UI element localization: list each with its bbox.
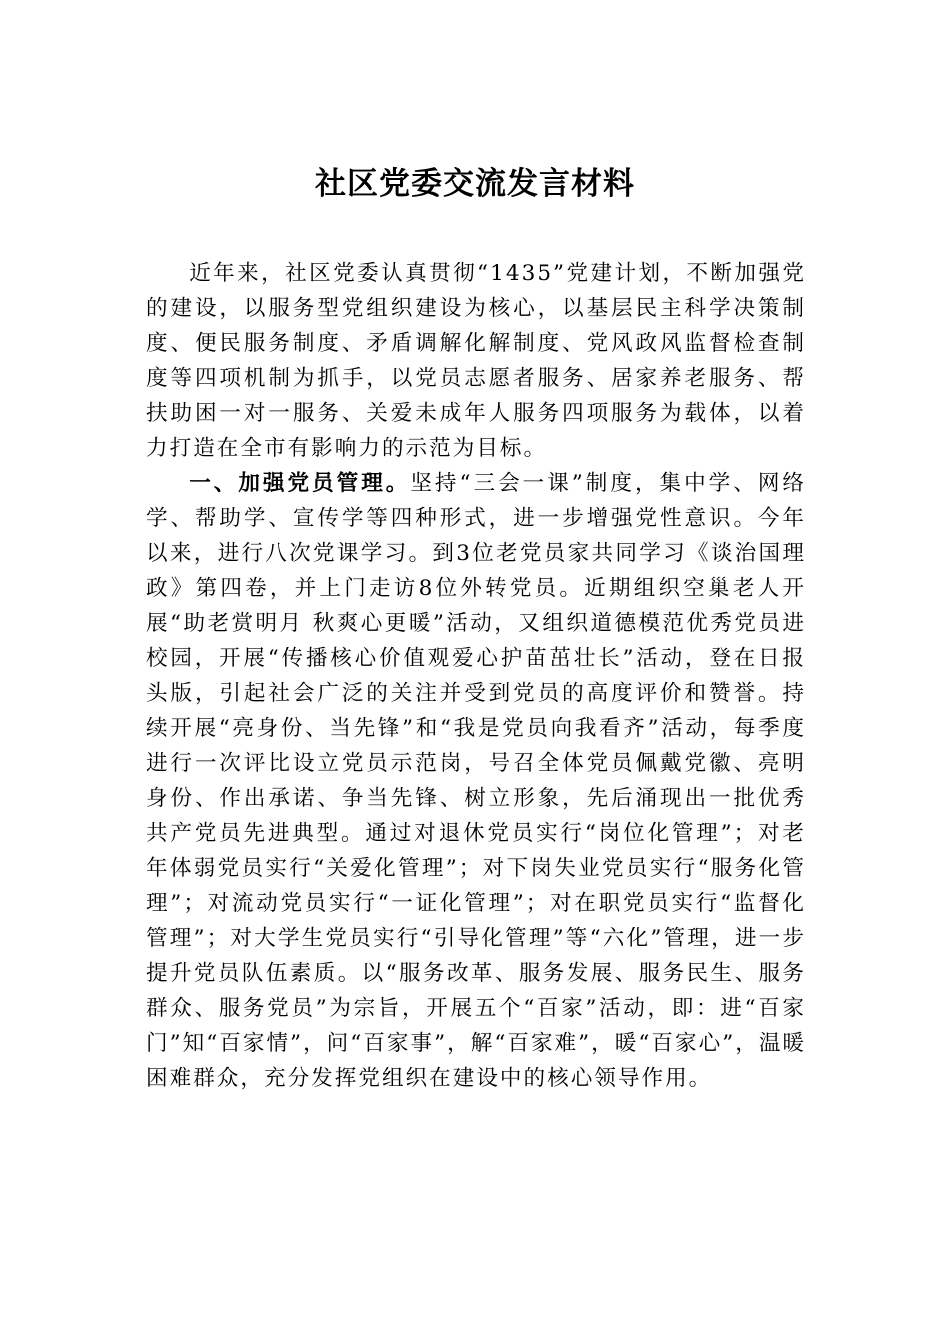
document-title: 社区党委交流发言材料 [315, 166, 635, 202]
intro-paragraph-text: 近年来，社区党委认真贯彻“1435”党建计划，不断加强党的建设，以服务型党组织建设为核心，以基层民主科学决策制度、便民服务制度、矛盾调解化解制度、党风政风监督检查制度等四项机制为抓手，以党员志愿者服务、居家养老服务、帮扶助困一对一服务、关爱未成年人服务四项服务为载体，以着力打造在全市有影响力的示范为目标。 [146, 261, 806, 461]
document-body [146, 256, 806, 1096]
section-one-paragraph [146, 466, 806, 1096]
section-one-heading: 一、加强党员管理。 [189, 471, 411, 496]
section-one-text: 坚持“三会一课”制度，集中学、网络学、帮助学、宣传学等四种形式，进一步增强党性意识。今年以来，进行八次党课学习。到3位老党员家共同学习《谈治国理政》第四卷，并上门走访8位外转党员。近期组织空巢老人开展“助老赏明月 秋爽心更暖”活动，又组织道德模范优秀党员进校园，开展“传播核心价值观爱心护苗茁壮长”活动，登在日报头版，引起社会广泛的关注并受到党员的高度评价和赞誉。持续开展“亮身份、当先锋”和“我是党员向我看齐”活动，每季度进行一次评比设立党员示范岗，号召全体党员佩戴党徽、亮明身份、作出承诺、争当先锋、树立形象，先后涌现出一批优秀共产党员先进典型。通过对退休党员实行“岗位化管理”；对老年体弱党员实行“关爱化管理”；对下岗失业党员实行“服务化管理”；对流动党员实行“一证化管理”；对在职党员实行“监督化管理”；对大学生党员实行“引导化管理”等“六化”管理，进一步提升党员队伍素质。以“服务改革、服务发展、服务民生、服务群众、服务党员”为宗旨，开展五个“百家”活动，即：进“百家门”知“百家情”，问“百家事”，解“百家难”，暖“百家心”，温暖困难群众，充分发挥党组织在建设中的核心领导作用。 [146, 471, 807, 1091]
intro-paragraph [146, 256, 806, 466]
